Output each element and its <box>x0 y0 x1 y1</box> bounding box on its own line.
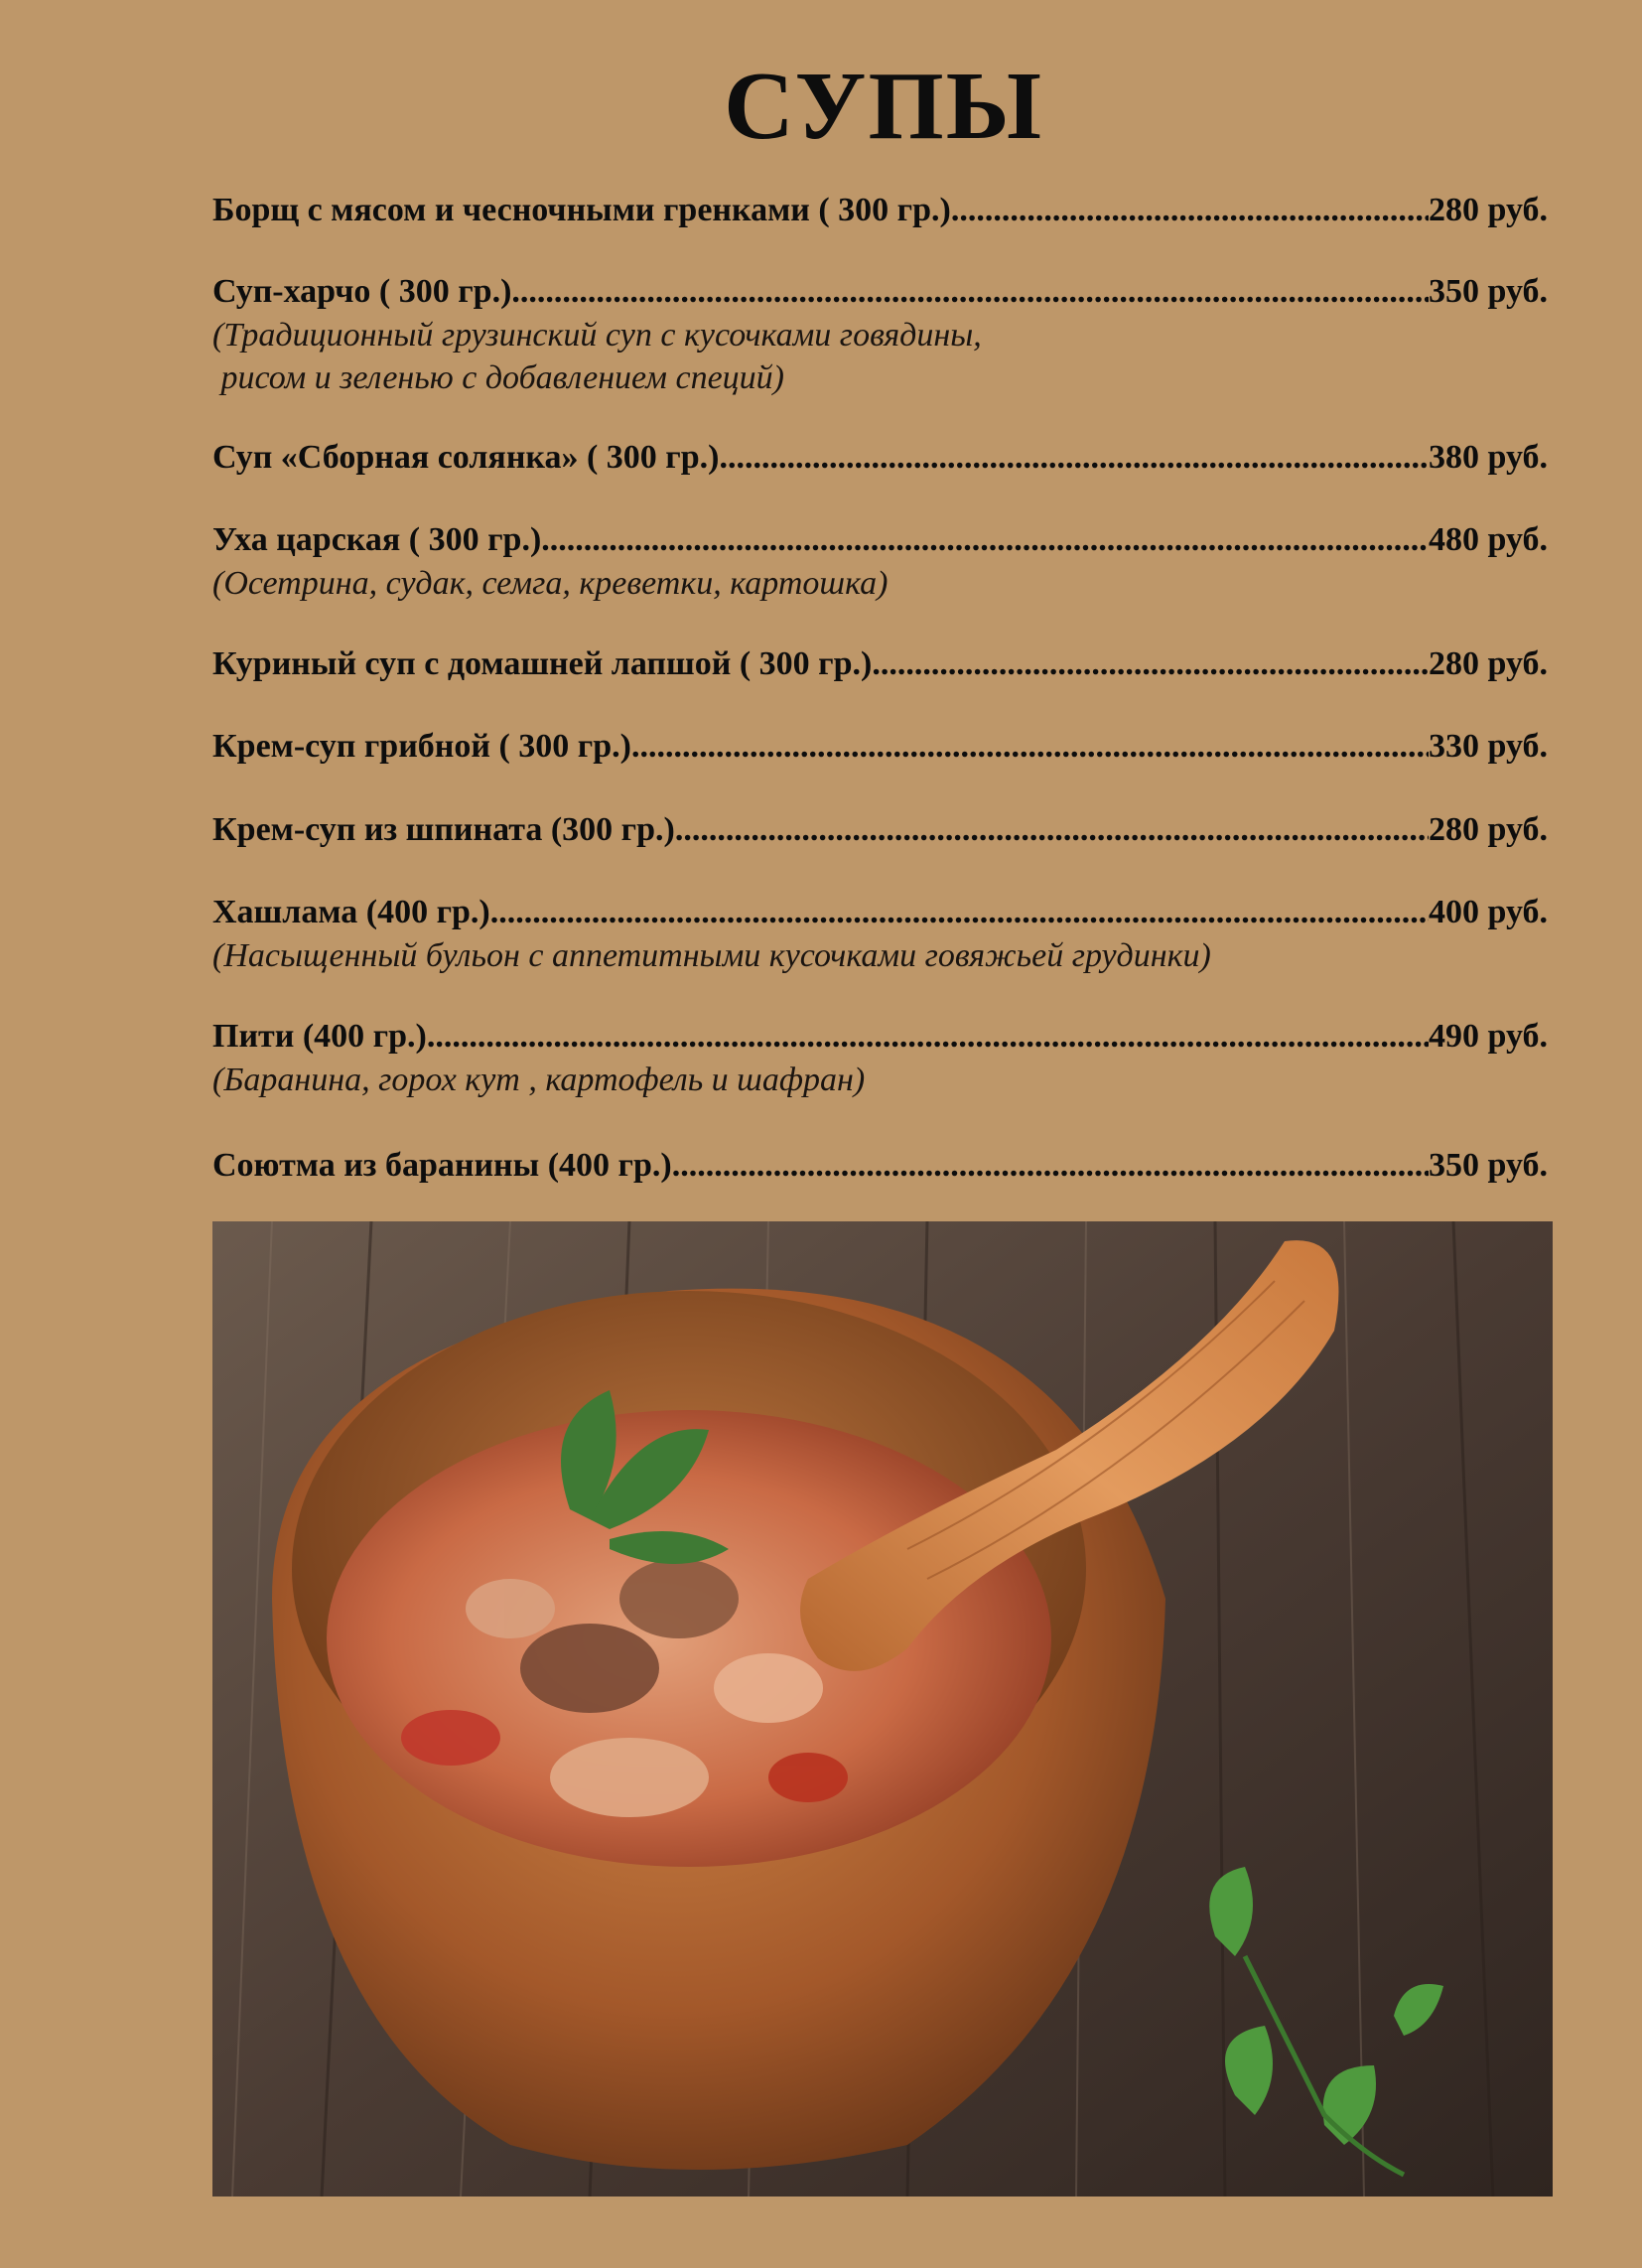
menu-item-name: Куриный суп с домашней лапшой ( 300 гр.) <box>212 645 873 682</box>
menu-item-name: Суп-харчо ( 300 гр.) <box>212 273 512 310</box>
leader-dots <box>511 270 1429 314</box>
leader-dots <box>541 518 1429 562</box>
menu-item <box>212 1015 1548 1101</box>
menu-item <box>212 642 1548 686</box>
menu-item-price: 280 руб. <box>1428 192 1548 228</box>
menu-item <box>212 518 1548 605</box>
menu-item-price: 400 руб. <box>1428 894 1548 930</box>
menu-item-price: 280 руб. <box>1428 645 1548 682</box>
menu-item <box>212 891 1548 977</box>
leader-dots <box>672 1144 1429 1188</box>
leader-dots <box>951 189 1429 232</box>
menu-item <box>212 436 1548 480</box>
menu-item-price: 380 руб. <box>1428 439 1548 476</box>
page-title: СУПЫ <box>724 53 1043 160</box>
menu-item-name: Крем-суп из шпината (300 гр.) <box>212 811 675 848</box>
menu-item <box>212 808 1548 852</box>
menu-item <box>212 189 1548 232</box>
menu-item-description: (Насыщенный бульон с аппетитными кусочками говяжьей грудинки) <box>212 937 1211 974</box>
menu-item-price: 490 руб. <box>1428 1018 1548 1055</box>
menu-item-price: 350 руб. <box>1428 273 1548 310</box>
menu-item-description: (Осетрина, судак, семга, креветки, картошка) <box>212 565 889 602</box>
menu-item-price: 330 руб. <box>1428 728 1548 765</box>
menu-item-description: (Традиционный грузинский суп с кусочками говядины, рисом и зеленью с добавлением специй) <box>212 317 982 396</box>
leader-dots <box>631 725 1429 769</box>
menu-item-name: Пити (400 гр.) <box>212 1018 427 1055</box>
menu-item <box>212 270 1548 399</box>
leader-dots <box>427 1015 1429 1059</box>
menu-item <box>212 1144 1548 1188</box>
soup-bowl-photo <box>212 1221 1553 2197</box>
menu-item-price: 480 руб. <box>1428 521 1548 558</box>
leader-dots <box>719 436 1429 480</box>
menu-item-name: Соютма из баранины (400 гр.) <box>212 1147 672 1184</box>
menu-item-name: Крем-суп грибной ( 300 гр.) <box>212 728 631 765</box>
menu-item-price: 350 руб. <box>1428 1147 1548 1184</box>
menu-item-name: Суп «Сборная солянка» ( 300 гр.) <box>212 439 720 476</box>
leader-dots <box>872 642 1429 686</box>
menu-item-name: Уха царская ( 300 гр.) <box>212 521 542 558</box>
menu-item-description: (Баранина, горох кут , картофель и шафран) <box>212 1062 866 1098</box>
menu-item-name: Хашлама (400 гр.) <box>212 894 490 930</box>
leader-dots <box>675 808 1429 852</box>
menu-item <box>212 725 1548 769</box>
leader-dots <box>490 891 1429 934</box>
menu-item-name: Борщ с мясом и чесночными гренками ( 300 гр.) <box>212 192 951 228</box>
menu-item-price: 280 руб. <box>1428 811 1548 848</box>
